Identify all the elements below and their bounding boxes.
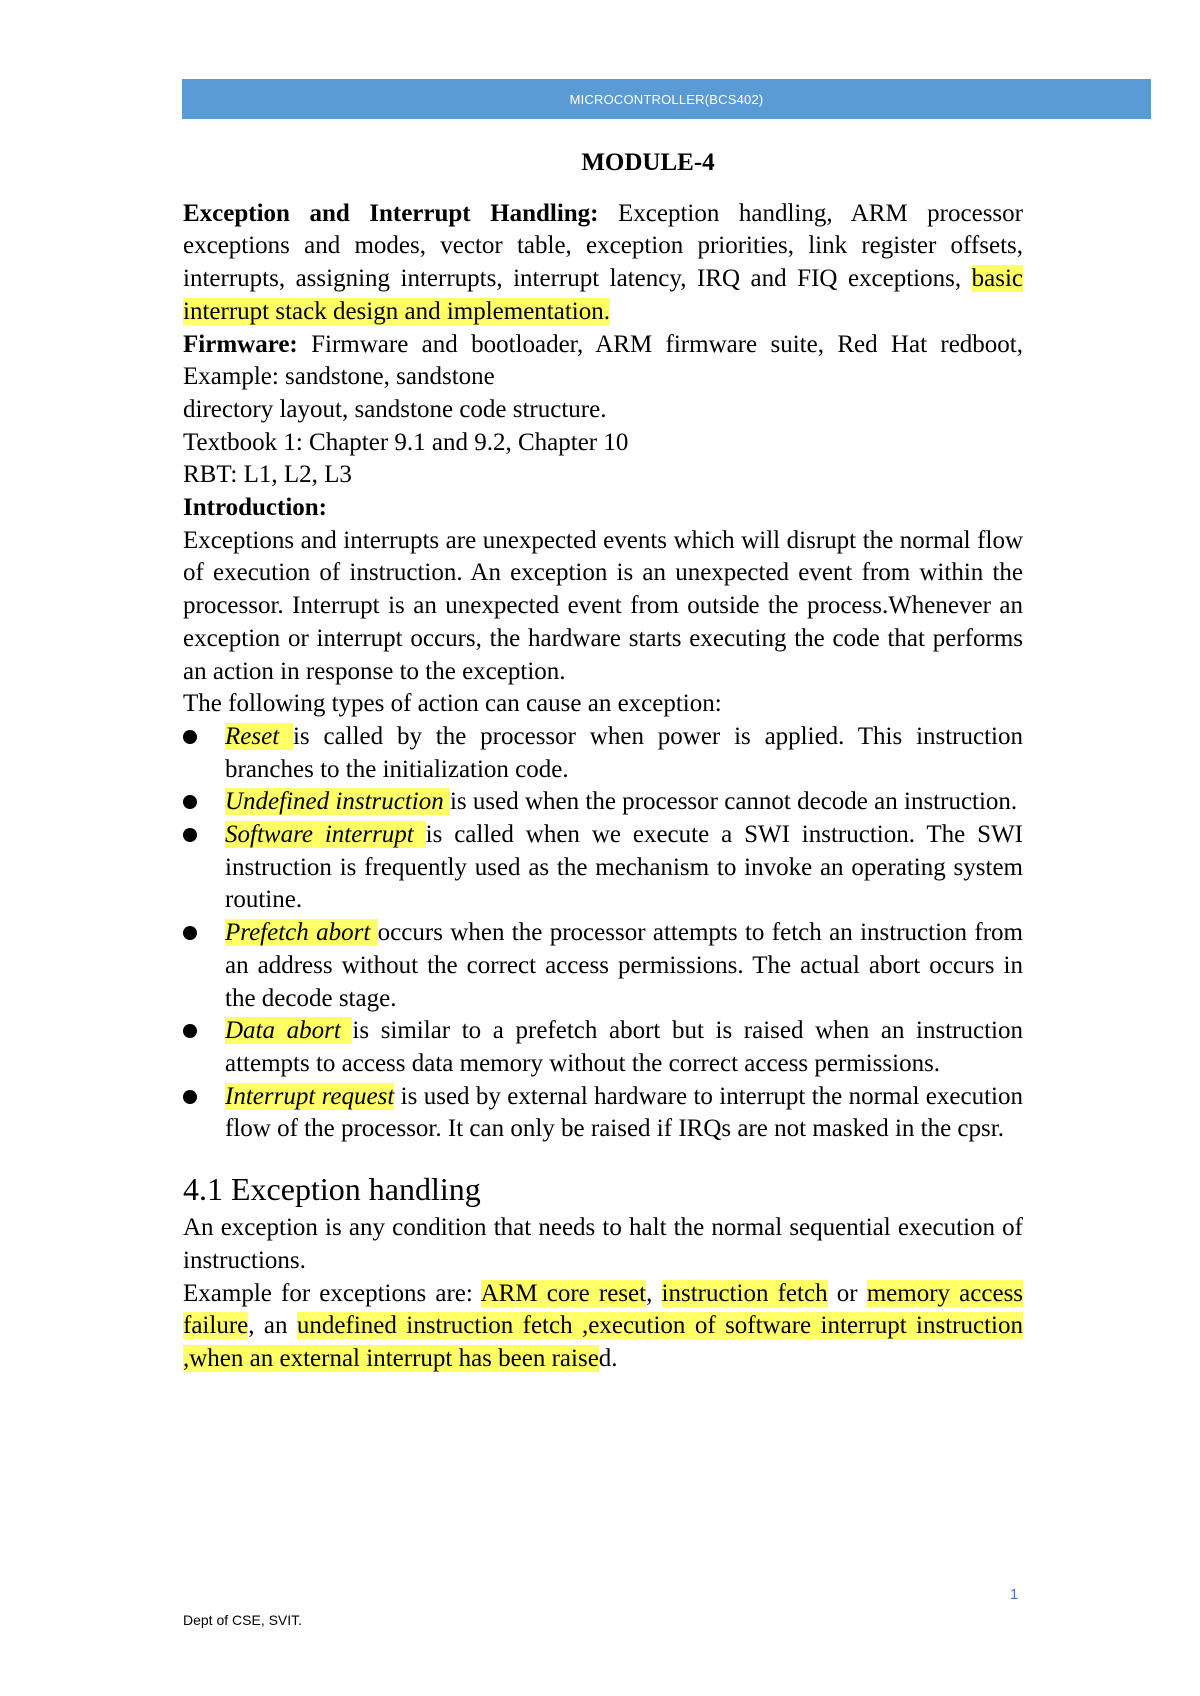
page-content: [183, 147, 1023, 1376]
section-heading-4-1: 4.1 Exception handling: [183, 1171, 481, 1208]
list-item-term: Software interrupt: [225, 821, 426, 849]
running-header: [182, 79, 1151, 119]
list-item: [183, 819, 1023, 917]
list-item: [183, 917, 1023, 1015]
example-core-reset: ARM core reset: [480, 1279, 647, 1307]
examples-sep-2: or: [827, 1279, 867, 1307]
bullet-icon: [183, 926, 197, 940]
list-item-text: is used by external hardware to interrupt the normal execution flow of the processor. It can only be raised if IRQs are not masked in the cpsr.: [225, 1082, 1023, 1143]
page-number: 1: [1010, 1586, 1019, 1603]
list-item-text: occurs when the processor attempts to fetch an instruction from an address without the correct access permissions. The actual abort occurs in the decode stage.: [225, 919, 1023, 1012]
list-item-term: Reset: [225, 722, 293, 750]
examples-sep-1: ,: [646, 1279, 662, 1307]
bullet-icon: [183, 1090, 197, 1104]
module-title: MODULE-4: [581, 149, 715, 176]
list-item: [183, 1015, 1023, 1080]
syllabus-firmware-text: Firmware and bootloader, ARM firmware suite, Red Hat redboot, Example: sandstone, sandstone: [183, 330, 1023, 391]
list-item-term: Prefetch abort: [225, 919, 378, 947]
example-memory-access-failure: memory access failure: [183, 1279, 1024, 1340]
bullet-icon: [183, 1024, 197, 1038]
bullet-icon: [183, 730, 197, 744]
list-item-text: is similar to a prefetch abort but is raised when an instruction attempts to access data memory without the correct access permissions.: [225, 1017, 1023, 1077]
list-item: [183, 721, 1023, 786]
syllabus-firmware-label: Firmware:: [183, 330, 298, 358]
examples-lead: Example for exceptions are:: [183, 1279, 481, 1307]
syllabus-exceptions: [183, 198, 1023, 329]
examples-end: d.: [598, 1344, 618, 1372]
example-instruction-fetch: instruction fetch: [661, 1279, 828, 1307]
syllabus-firmware: [183, 329, 1023, 394]
section-4-1-paragraph-1: An exception is any condition that needs to halt the normal sequential execution of instructions.: [183, 1214, 1023, 1274]
syllabus-exceptions-text: Exception handling, ARM processor exceptions and modes, vector table, exception priorities, link register offsets, interrupts, assigning interrupts, interrupt latency, IRQ and FIQ exceptions,: [183, 199, 1023, 293]
footer-department: Dept of CSE, SVIT.: [183, 1612, 303, 1628]
introduction-paragraph: Exceptions and interrupts are unexpected events which will disrupt the normal flow of execution of instruction. An exception is an unexpected event from within the processor. Interrupt is an unexpected event from outside the process.Whenever an exception or interrupt occurs, the hardware starts executing the code that performs an action in response to the exception.: [183, 526, 1023, 685]
examples-sep-3: , an: [248, 1312, 297, 1340]
bullet-icon: [183, 795, 197, 809]
textbook-reference: Textbook 1: Chapter 9.1 and 9.2, Chapter 10: [183, 428, 629, 456]
rbt-levels: RBT: L1, L2, L3: [183, 461, 352, 489]
exception-types-intro: The following types of action can cause an exception:: [183, 690, 722, 718]
section-4-1-paragraph-2: [183, 1278, 1023, 1376]
list-item-text: is called when we execute a SWI instruction. The SWI instruction is frequently used as the mechanism to invoke an operating system routine.: [225, 821, 1023, 914]
syllabus-firmware-line2: directory layout, sandstone code structure.: [183, 395, 607, 423]
list-item-text: is used when the processor cannot decode an instruction.: [449, 788, 1018, 816]
introduction-heading-text: Introduction:: [183, 494, 328, 522]
list-item: [183, 1081, 1023, 1146]
syllabus-exceptions-label: Exception and Interrupt Handling:: [183, 199, 599, 227]
bullet-icon: [183, 828, 197, 842]
example-undefined-and-swi: undefined instruction fetch ,execution of software interrupt instruction ,when an external interrupt has been raise: [183, 1312, 1023, 1372]
syllabus-exceptions-highlight: basic interrupt stack design and implementation.: [183, 265, 1023, 325]
list-item-term: Data abort: [225, 1017, 353, 1045]
list-item: [183, 786, 1023, 819]
exception-types-list: [183, 721, 1023, 1146]
list-item-term: Undefined instruction: [225, 788, 450, 816]
introduction-heading: [183, 492, 1023, 525]
list-item-term: Interrupt request: [225, 1082, 395, 1110]
list-item-text: is called by the processor when power is applied. This instruction branches to the initialization code.: [225, 722, 1023, 783]
header-text: MICROCONTROLLER(BCS402): [569, 91, 764, 107]
